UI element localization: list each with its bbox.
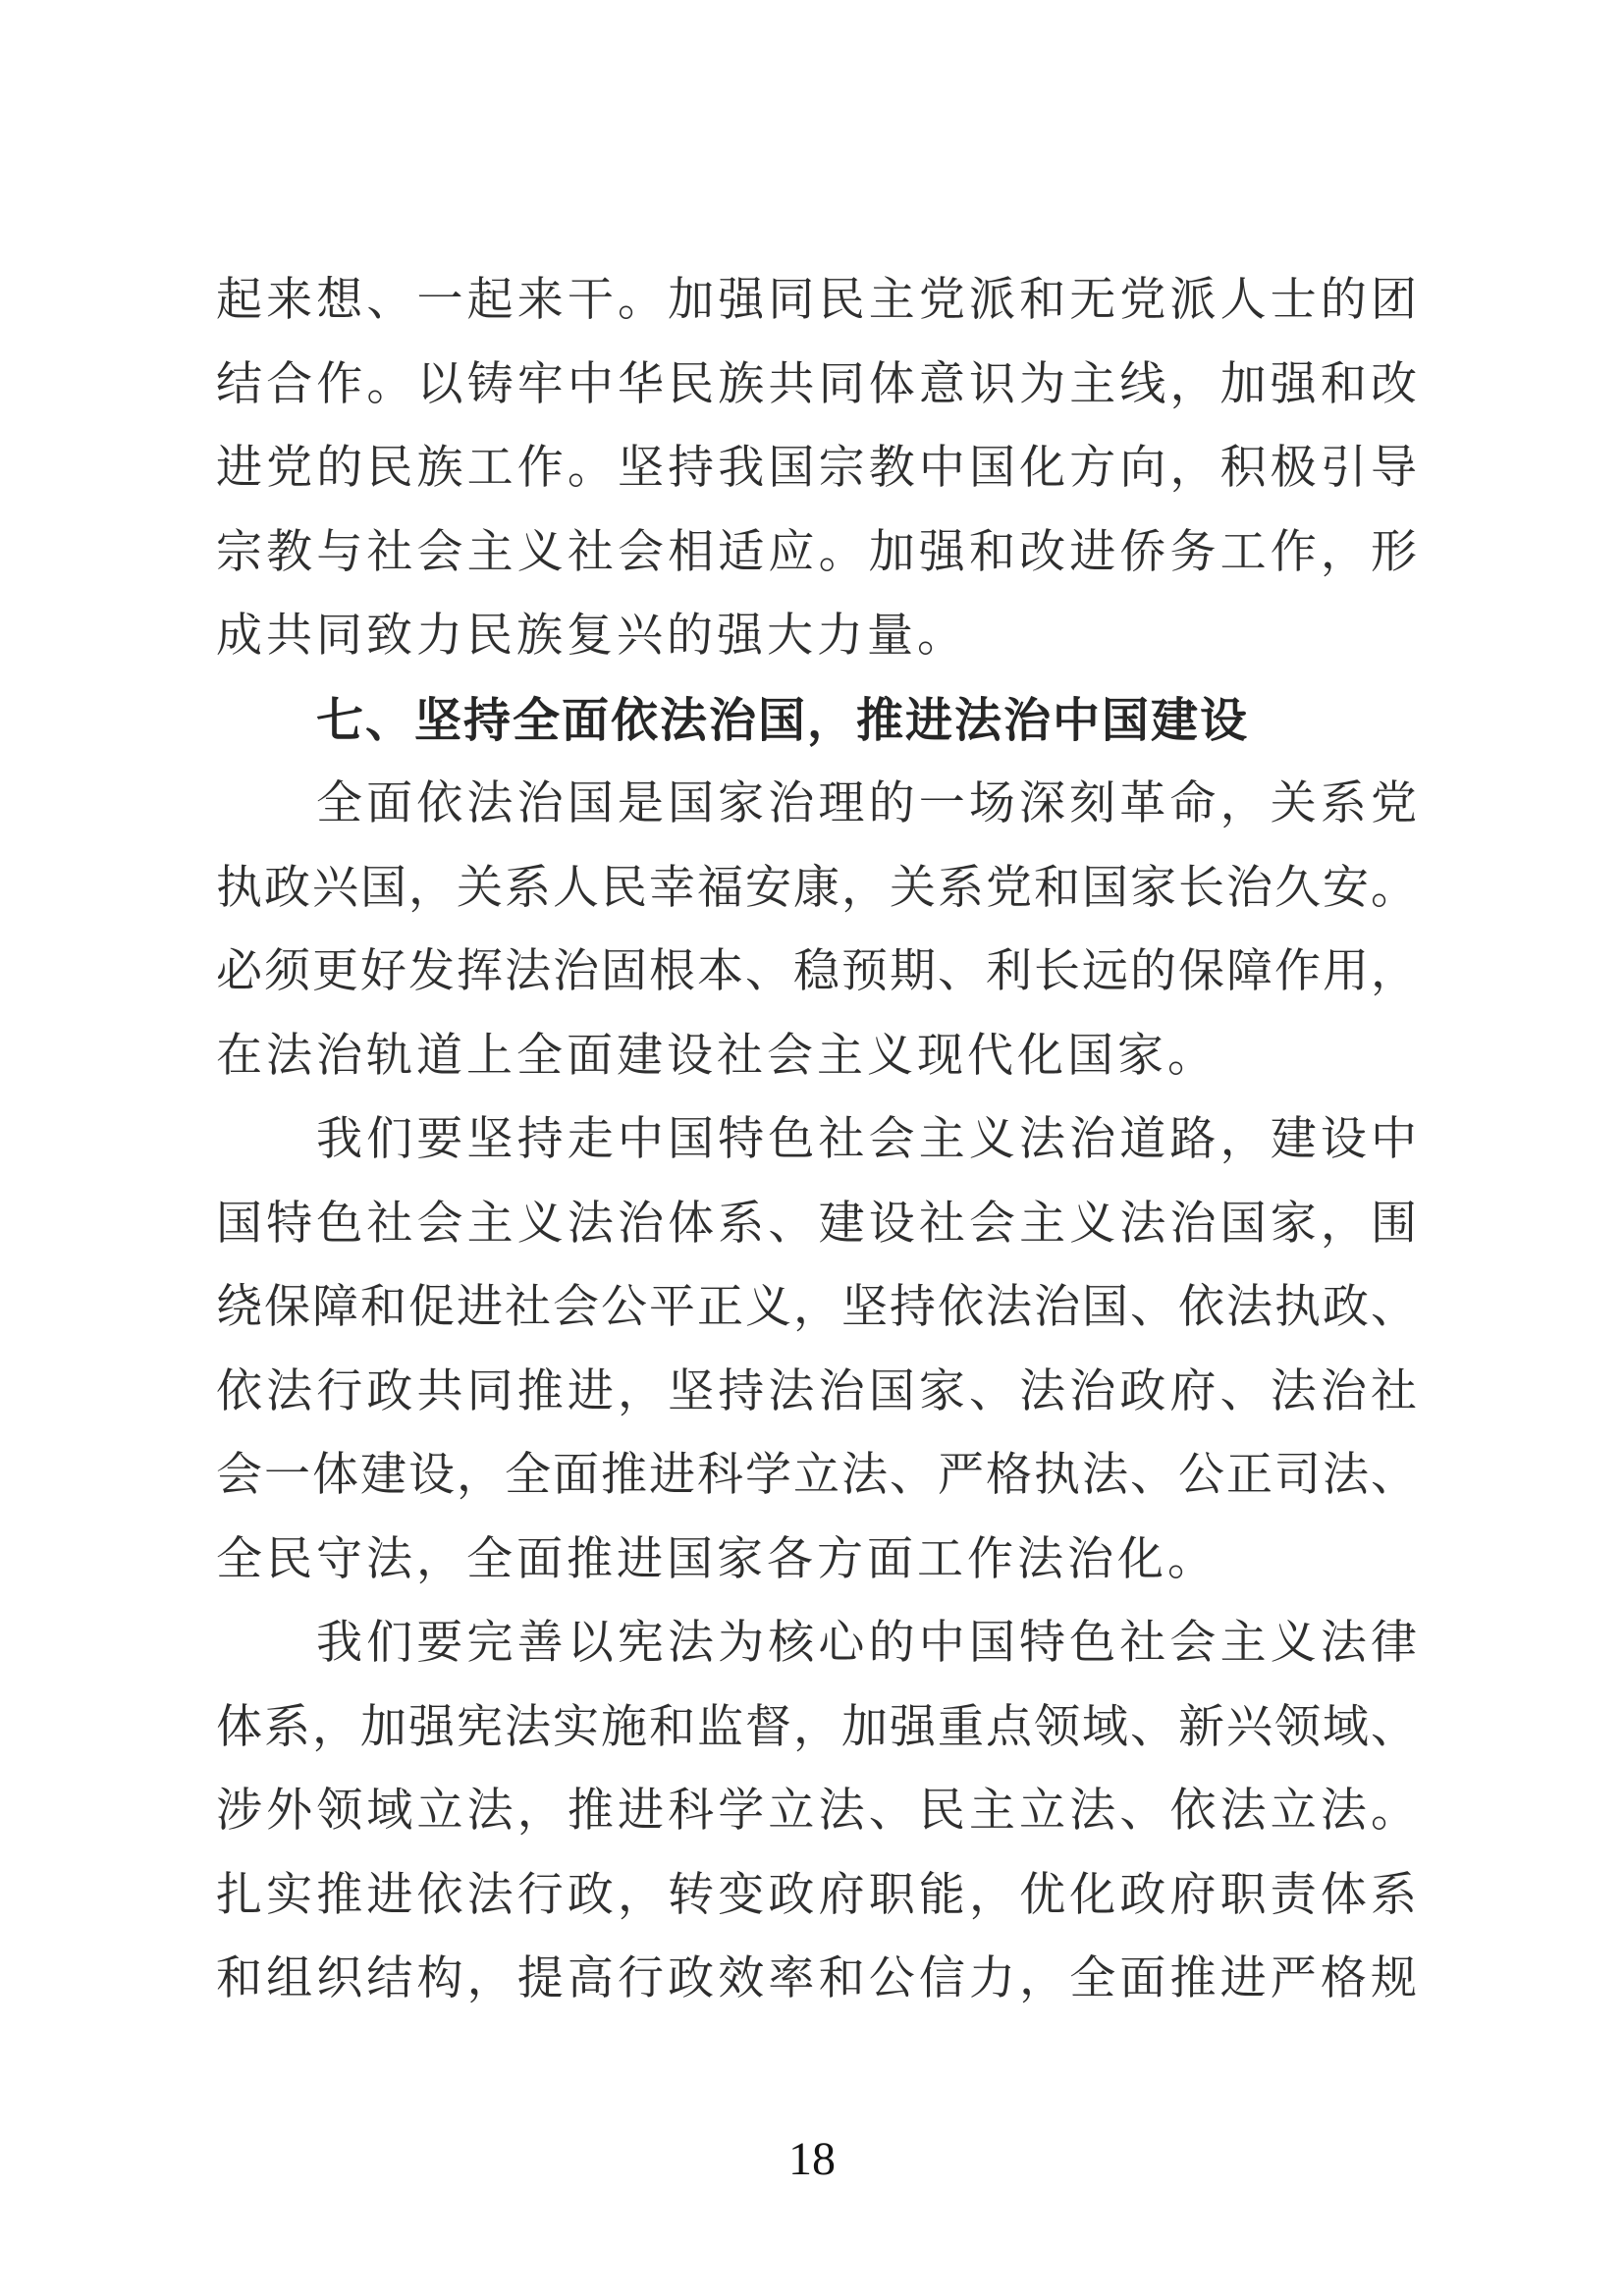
text-line: 扎实推进依法行政，转变政府职能，优化政府职责体系 [216,1869,1417,1921]
text-line: 体系，加强宪法实施和监督，加强重点领域、新兴领域、 [216,1701,1417,1753]
text-line: 和组织结构，提高行政效率和公信力，全面推进严格规 [216,1953,1417,2004]
text-line: 执政兴国，关系人民幸福安康，关系党和国家长治久安。 [216,862,1417,914]
text-line: 我们要完善以宪法为核心的中国特色社会主义法律 [316,1618,1417,1669]
text-line: 必须更好发挥法治固根本、稳预期、利长远的保障作用， [216,946,1417,997]
text-line: 进党的民族工作。坚持我国宗教中国化方向，积极引导 [216,443,1417,494]
text-line: 我们要坚持走中国特色社会主义法治道路，建设中 [316,1114,1417,1165]
section-heading: 七、坚持全面依法治国，推进法治中国建设 [316,694,1250,747]
document-body [216,259,1417,2022]
text-line: 起来想、一起来干。加强同民主党派和无党派人士的团 [216,275,1417,326]
text-line: 全面依法治国是国家治理的一场深刻革命，关系党 [316,778,1417,829]
text-line: 涉外领域立法，推进科学立法、民主立法、依法立法。 [216,1786,1417,1837]
text-line: 成共同致力民族复兴的强大力量。 [216,611,967,662]
text-line: 绕保障和促进社会公平正义，坚持依法治国、依法执政、 [216,1282,1417,1333]
page-number: 18 [788,2133,836,2185]
text-line: 会一体建设，全面推进科学立法、严格执法、公正司法、 [216,1450,1417,1501]
text-line: 国特色社会主义法治体系、建设社会主义法治国家，围 [216,1198,1417,1250]
text-line: 结合作。以铸牢中华民族共同体意识为主线，加强和改 [216,358,1417,410]
text-line: 依法行政共同推进，坚持法治国家、法治政府、法治社 [216,1365,1417,1417]
text-line: 在法治轨道上全面建设社会主义现代化国家。 [216,1030,1218,1082]
text-line: 全民守法，全面推进国家各方面工作法治化。 [216,1533,1218,1585]
text-line: 宗教与社会主义社会相适应。加强和改进侨务工作，形 [216,526,1417,578]
